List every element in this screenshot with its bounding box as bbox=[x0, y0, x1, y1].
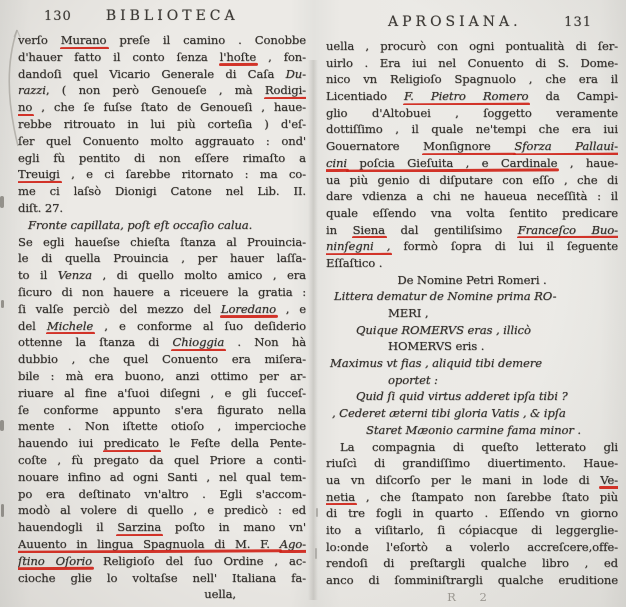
text-line bbox=[326, 238, 618, 255]
text-line bbox=[326, 255, 618, 272]
text-segment: hauendogli il bbox=[18, 520, 118, 535]
text-line bbox=[18, 435, 306, 452]
text-segment: anco di ſomminiſtrargli qualche eruditione bbox=[326, 573, 618, 587]
text-segment: nico vn Religioſo Spagnuolo , che era il bbox=[326, 72, 618, 87]
red-underlined-text: netia bbox=[326, 489, 356, 504]
text-segment: preſe il camino . Conobbe bbox=[106, 33, 306, 47]
text-line bbox=[326, 372, 618, 389]
text-line bbox=[326, 522, 618, 539]
red-underlined-text: Treuigi bbox=[18, 167, 60, 182]
text-segment: , haue- bbox=[557, 155, 618, 170]
text-segment: in bbox=[326, 222, 353, 237]
red-underlined-text: Sarzina bbox=[117, 520, 162, 535]
text-line bbox=[326, 455, 618, 472]
edge-mark bbox=[316, 508, 318, 517]
text-line bbox=[18, 570, 306, 587]
text-line bbox=[18, 32, 306, 49]
text-line bbox=[326, 105, 618, 122]
text-line bbox=[18, 402, 306, 419]
text-line bbox=[18, 502, 306, 519]
text-segment: lo:onde l'eſortò a volerlo accreſcere,offe- bbox=[326, 539, 618, 554]
text-line bbox=[18, 66, 306, 83]
text-line bbox=[326, 288, 618, 305]
text-line bbox=[18, 250, 306, 267]
red-underlined-text: Michele bbox=[46, 318, 94, 333]
text-segment: modò al volere di quello , e predicò : ed bbox=[18, 503, 306, 518]
text-line bbox=[18, 553, 306, 570]
text-line bbox=[18, 116, 306, 133]
text-line bbox=[326, 322, 618, 339]
text-segment: , che ſe fuſse ſtato de Genoueſi , haue- bbox=[32, 100, 306, 115]
right-page-header bbox=[326, 14, 618, 35]
red-underlined-text: Ve- bbox=[600, 472, 618, 487]
text-line bbox=[326, 555, 618, 572]
text-line bbox=[326, 422, 618, 439]
edge-mark bbox=[0, 420, 4, 431]
right-page-number: 131 bbox=[564, 15, 592, 30]
text-segment: cioche glie lo voltaſse nell' Italiana fa- bbox=[18, 570, 306, 585]
text-segment: uirlo . Era iui nel Conuento di S. Dome- bbox=[326, 55, 618, 70]
text-segment: , e conforme al ſuo deſiderio bbox=[93, 318, 306, 333]
text-line bbox=[326, 539, 618, 556]
text-line bbox=[18, 318, 306, 335]
text-segment: dottiſſimo , il quale ne'tempi che era iui bbox=[326, 122, 618, 137]
text-segment: d'hauer fatto il conto ſenza bbox=[18, 49, 220, 64]
text-line bbox=[326, 589, 618, 606]
red-underlined-text: Rodigi- bbox=[264, 83, 306, 98]
text-segment: mente . Non iſtette otioſo , impercioche bbox=[18, 419, 306, 434]
edge-mark bbox=[1, 504, 4, 517]
text-segment: ſe conforme appunto s'era figurato nella bbox=[18, 402, 306, 417]
text-segment: dandoſi quel Vicario Generale di Caſa bbox=[18, 66, 286, 81]
text-segment: quale eſſendo vna volta ſentito predicare bbox=[326, 205, 618, 220]
text-line bbox=[18, 82, 306, 99]
text-line bbox=[326, 405, 618, 422]
text-line bbox=[326, 71, 618, 88]
text-line bbox=[18, 536, 306, 553]
text-line bbox=[326, 505, 618, 522]
text-segment: poſto in mano vn' bbox=[161, 520, 306, 535]
text-segment: me ci laſsò Dionigi Catone nel Lib. II. bbox=[18, 184, 306, 199]
text-segment: po era deſtinato vn'altro . Egli s'accom- bbox=[18, 486, 306, 501]
text-line bbox=[18, 452, 306, 469]
right-page bbox=[326, 14, 618, 605]
text-segment: ua più genio di diſputare con eſſo , che di bbox=[326, 172, 618, 187]
red-underlined-text: Siena bbox=[352, 222, 385, 237]
red-underlined-text: Ago- bbox=[279, 536, 306, 551]
text-segment: riuſcì di grandiſſimo diuertimento. Haue- bbox=[326, 456, 618, 471]
text-line bbox=[326, 138, 618, 155]
text-segment: del bbox=[18, 318, 47, 333]
red-underlined-text: ſtino Oſorio bbox=[18, 553, 92, 568]
text-line bbox=[326, 439, 618, 456]
text-segment: Venza bbox=[57, 268, 92, 283]
text-segment: uella, bbox=[204, 587, 236, 602]
text-line bbox=[326, 489, 618, 506]
text-line bbox=[326, 305, 618, 322]
text-line bbox=[18, 99, 306, 116]
red-underlined-text: Chioggia bbox=[172, 335, 225, 350]
text-segment: bile : mà era buono, anzi ottimo per ar- bbox=[18, 368, 306, 383]
text-segment: ſi valſe perciò del mezzo del bbox=[18, 301, 221, 316]
text-segment: , ( non però Genoueſe , mà bbox=[45, 83, 265, 98]
text-segment: La compagnia di queſto letterato gli bbox=[340, 439, 618, 454]
text-segment: Quid ſi quid virtus adderet ipſa tibi ? bbox=[356, 389, 568, 404]
text-line bbox=[18, 133, 306, 150]
left-page-number: 130 bbox=[44, 9, 72, 24]
text-line bbox=[326, 338, 618, 355]
text-segment: Fronte capillata, poſt eſt occaſio calua. bbox=[28, 217, 253, 232]
page-gutter-shadow bbox=[308, 60, 318, 600]
text-line bbox=[326, 355, 618, 372]
text-segment: nouare infino ad ogni Santi , nel qual tem- bbox=[18, 469, 306, 484]
text-segment: Eſſaſtico . bbox=[326, 255, 383, 270]
text-segment: , e ci ſarebbe ritornato : ma co- bbox=[59, 167, 306, 182]
text-segment: rebbe ritrouato in lui più corteſia ) d'eſ- bbox=[18, 116, 306, 131]
text-line bbox=[326, 38, 618, 55]
text-segment: dubbio , che quel Conuento era miſera- bbox=[18, 352, 306, 367]
left-page-header bbox=[18, 8, 306, 29]
text-line bbox=[326, 472, 618, 489]
text-segment: le Feſte della Pente- bbox=[158, 436, 306, 451]
text-segment: dare vdienza a chi ne haueua neceſſità : il bbox=[326, 189, 618, 204]
text-line bbox=[18, 418, 306, 435]
text-line bbox=[18, 200, 306, 217]
right-header-title: APROSIANA. bbox=[388, 14, 522, 30]
text-segment: , fon- bbox=[256, 49, 306, 64]
text-segment: hauendo iui bbox=[18, 436, 104, 451]
edge-mark bbox=[315, 548, 317, 559]
text-line bbox=[326, 88, 618, 105]
red-underlined-text: Auuento in lingua Spagnuola di M. F. bbox=[18, 536, 280, 551]
red-underlined-text: Murano bbox=[60, 33, 107, 47]
text-segment: , di quello molto amico , era bbox=[91, 268, 306, 283]
text-segment: dal gentiliſsimo bbox=[384, 222, 518, 237]
text-segment: Religioſo del ſuo Ordine , ac- bbox=[92, 553, 306, 568]
text-line bbox=[326, 222, 618, 239]
text-segment: da Campi- bbox=[528, 89, 618, 104]
left-page bbox=[18, 8, 306, 603]
red-underlined-text: ninſegni , bbox=[326, 239, 391, 254]
text-segment: Littera dematur de Nomine prima RO- bbox=[334, 289, 557, 304]
red-underlined-text: Franceſco Buo- bbox=[517, 222, 618, 237]
text-segment: HOMERVS eris . bbox=[388, 339, 485, 354]
text-segment: oportet : bbox=[388, 372, 438, 387]
left-header-title: BIBLIOTECA bbox=[105, 8, 239, 24]
text-line bbox=[18, 351, 306, 368]
text-line bbox=[18, 183, 306, 200]
text-segment: verſo bbox=[18, 33, 61, 47]
text-segment: di tre fogli in quarto . Eſſendo vn giorno bbox=[326, 506, 618, 521]
text-segment: razzi bbox=[18, 83, 46, 98]
text-line bbox=[326, 155, 618, 172]
red-underlined-text: l'hoſte bbox=[219, 49, 257, 64]
text-line bbox=[18, 150, 306, 167]
edge-mark bbox=[1, 300, 4, 308]
text-segment: egli fù pentito di non eſſere rimaſto a bbox=[18, 150, 306, 165]
text-line bbox=[18, 267, 306, 284]
text-line bbox=[18, 284, 306, 301]
text-segment: ottenne la ſtanza di bbox=[18, 335, 173, 350]
text-segment: , e bbox=[275, 301, 306, 316]
red-underlined-text: Monſignore bbox=[423, 139, 515, 154]
text-segment: , Cederet æterni tibi gloria Vatis , & ipſa bbox=[332, 406, 566, 421]
text-line bbox=[18, 519, 306, 536]
text-line bbox=[18, 234, 306, 251]
text-line bbox=[18, 486, 306, 503]
text-segment: coſte , fù pregato da quel Priore a conti- bbox=[18, 452, 306, 467]
text-segment: , che ſtampato non ſarebbe ſtato più bbox=[355, 489, 618, 504]
text-segment: uella , procurò con ogni pontualità di ſer- bbox=[326, 39, 618, 53]
text-segment: Se egli haueſse chieſta ſtanza al Prouincia- bbox=[18, 234, 306, 249]
text-line bbox=[18, 368, 306, 385]
text-line bbox=[326, 272, 618, 289]
text-line bbox=[18, 49, 306, 66]
text-segment: Du- bbox=[285, 66, 306, 81]
text-line bbox=[18, 334, 306, 351]
red-underlined-text: Loredano bbox=[220, 301, 276, 316]
text-line bbox=[18, 385, 306, 402]
text-segment: De Nomine Petri Romeri . bbox=[397, 272, 547, 287]
text-segment: to il bbox=[18, 268, 58, 283]
text-segment: . Non hà bbox=[224, 335, 306, 350]
text-line bbox=[326, 55, 618, 72]
text-segment: rendoſi di preſtargli qualche libro , ed bbox=[326, 556, 618, 571]
text-segment: Quique ROMERVS eras , illicò bbox=[356, 322, 531, 337]
red-underlined-text: Sforza Pallaui- bbox=[514, 139, 618, 154]
text-segment: ſer quel Conuento molto aggrauato : ond' bbox=[18, 133, 306, 148]
text-line bbox=[18, 217, 306, 234]
text-line bbox=[326, 572, 618, 589]
text-segment: le di quella Prouincia , per hauer laſſa- bbox=[18, 251, 306, 266]
text-segment: MERI , bbox=[388, 306, 429, 320]
text-line bbox=[18, 586, 306, 603]
text-line bbox=[326, 388, 618, 405]
text-segment: Staret Mæonio carmine fama minor . bbox=[366, 422, 581, 437]
right-text-column bbox=[326, 38, 618, 605]
red-underlined-text: poſcia Gieſuita , e Cardinale bbox=[346, 155, 558, 170]
red-underlined-text: predicato bbox=[103, 436, 159, 451]
text-segment: R 2 bbox=[447, 589, 497, 604]
text-line bbox=[326, 205, 618, 222]
text-segment: formò ſopra di lui il ſeguente bbox=[390, 239, 618, 254]
edge-mark bbox=[0, 196, 4, 208]
red-underlined-text: cini bbox=[326, 155, 347, 170]
text-segment: glio d'Altobuei , ſoggetto veramente bbox=[326, 105, 618, 120]
red-underlined-text: no bbox=[18, 100, 33, 115]
text-segment: Gouernatore bbox=[326, 139, 424, 154]
text-segment: ſicuro di non hauere a riceuere la gratia : bbox=[18, 284, 306, 299]
text-line bbox=[326, 188, 618, 205]
text-segment: ito a viſitarlo, ſi cópiacque di leggerglie- bbox=[326, 522, 618, 537]
text-line bbox=[326, 121, 618, 138]
text-segment: Maximus vt fias , aliquid tibi demere bbox=[330, 356, 542, 371]
text-segment: diſt. 27. bbox=[18, 200, 63, 215]
red-underlined-text: F. Pietro Romero bbox=[404, 89, 529, 104]
left-text-column bbox=[18, 32, 306, 603]
text-line bbox=[18, 301, 306, 318]
text-line bbox=[18, 166, 306, 183]
text-segment: ua vn diſcorſo per le mani in lode di bbox=[326, 472, 601, 487]
text-segment: riuare al fine a'ſuoi diſegni , e gli ſucceſ- bbox=[18, 385, 306, 400]
text-line bbox=[18, 469, 306, 486]
text-line bbox=[326, 172, 618, 189]
text-segment: Licentiado bbox=[326, 89, 405, 104]
